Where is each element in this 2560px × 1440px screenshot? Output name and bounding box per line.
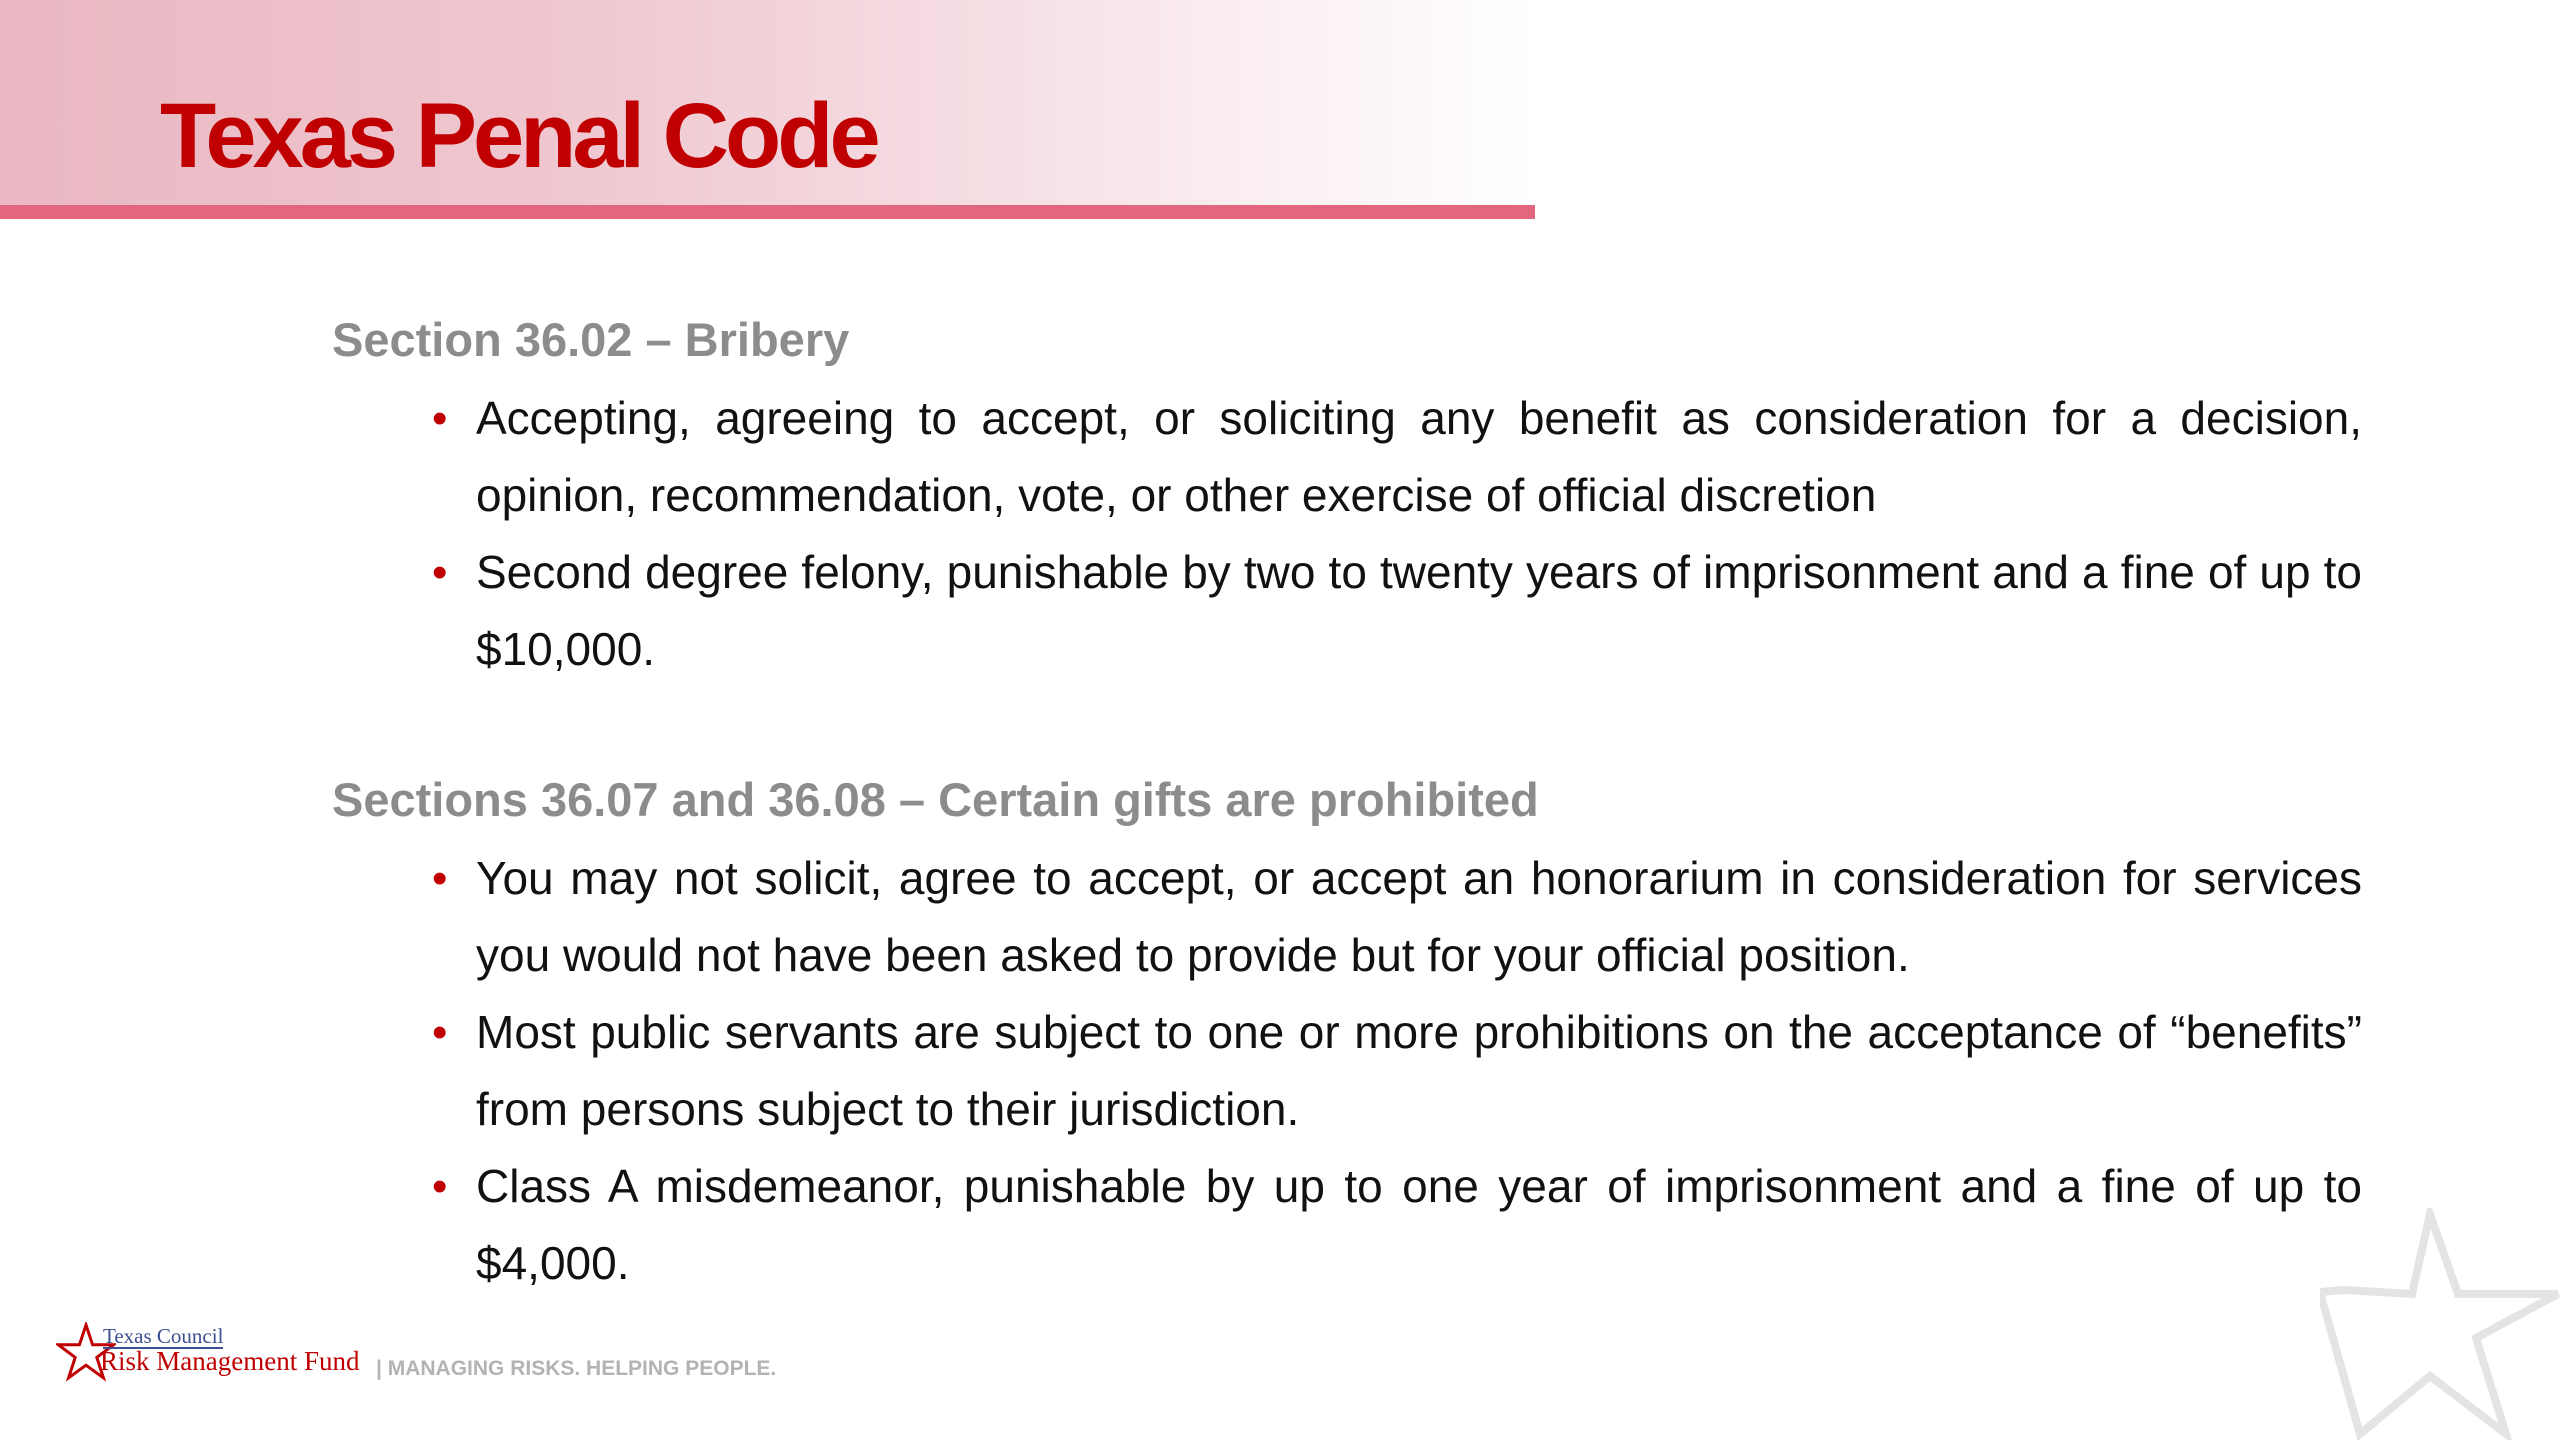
section-heading-gifts: Sections 36.07 and 36.08 – Certain gifts are prohibited [332,773,1539,826]
footer-logo [56,1318,856,1398]
list-item [432,380,2362,534]
footer-tagline: | MANAGING RISKS. HELPING PEOPLE. [376,1357,777,1380]
star-outline-icon [2320,1208,2560,1440]
list-item [432,534,2362,688]
bullet-text: Class A misdemeanor, punishable by up to one year of imprisonment and a fine of up to $4,000. [476,1160,2362,1289]
bullet-text: Accepting, agreeing to accept, or soliciting any benefit as consideration for a decision, opinion, recommendation, vote, or other exercise of official discretion [476,392,2362,521]
bullet-dot-icon: • [432,548,448,597]
bullet-dot-icon: • [432,1162,448,1211]
header-rule [0,205,1535,219]
bribery-bullet-list [432,380,2362,688]
bullet-dot-icon: • [432,394,448,443]
list-item [432,840,2362,994]
bullet-text: Most public servants are subject to one or more prohibitions on the acceptance of “benefits” from persons subject to their jurisdiction. [476,1006,2362,1135]
gifts-bullet-list [432,840,2362,1302]
bullet-dot-icon: • [432,1008,448,1057]
slide-title: Texas Penal Code [160,85,877,187]
list-item [432,1148,2362,1302]
bullet-text: Second degree felony, punishable by two to twenty years of imprisonment and a fine of up to $10,000. [476,546,2362,675]
bullet-dot-icon: • [432,854,448,903]
section-heading-bribery: Section 36.02 – Bribery [332,313,850,366]
footer-org-name: Risk Management Fund [100,1346,360,1376]
list-item [432,994,2362,1148]
bullet-text: You may not solicit, agree to accept, or accept an honorarium in consideration for services you would not have been asked to provide but for your official position. [476,852,2362,981]
footer-org-top: Texas Council [103,1324,224,1348]
